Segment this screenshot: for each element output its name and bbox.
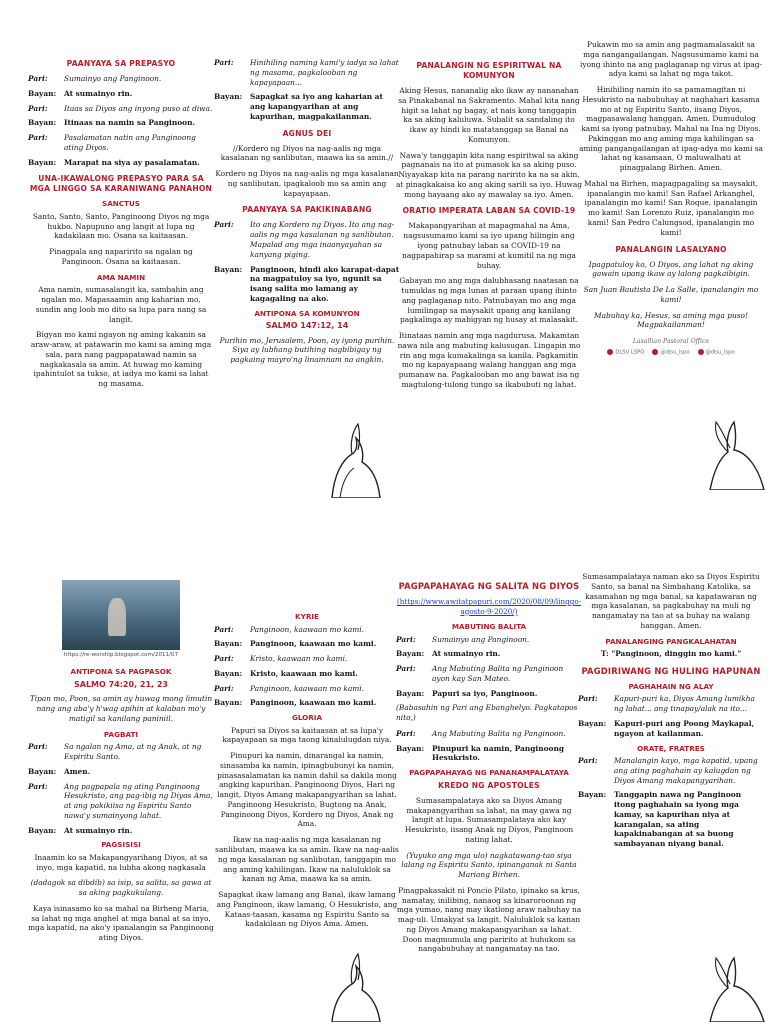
heading-pagsisisi: PAGSISISI: [101, 840, 141, 850]
dialogue-row: [214, 58, 400, 87]
speaker-label: Pari:: [214, 220, 234, 230]
heading-ama-namin: AMA NAMIN: [96, 272, 146, 282]
reading-link[interactable]: (https://www.awitatpapuri.com/2020/08/09/linggo-agosto-9-2020/): [396, 597, 582, 616]
dialogue-row: [28, 158, 214, 168]
top-column-2: [214, 58, 400, 371]
speaker-label: Pari:: [578, 756, 598, 766]
heading-sanctus: SANCTUS: [102, 199, 140, 209]
speaker-label: Bayan:: [396, 743, 425, 753]
pinupuri-text: Pinupuri ka namin, dinarangal ka namin, sinasamba ka namin, ipinagbubunyi ka namin, pinasasalamatan ka namin dahil sa dakila mong angking kapurihan. Panginoong Diyos, Hari ng langit, Diyos Amang makapangyarihan sa lahat. Panginoong Hesukristo, Bugtong na Anak, Panginoong Diyos, Kordero ng Diyos, Anak ng Ama.: [217, 751, 397, 829]
itinataas-text: Itinataas namin ang mga nagdurusa. Makamtan nawa nila ang mabuting kalusugan. Lingapin mo rin ang mga kumakalinga sa kanila. Pagkamitin mo ng kapayapaang walang hanggan ang mga pumanaw na. Pagkalooban mo ang bawat isa ng magtulong-tulong tungo sa ikabubuti ng lahat.: [397, 331, 581, 389]
babasahin-note: (Babasahin ng Pari ang Ebanghelyo. Pagkatapos nito,): [396, 703, 578, 723]
psalm-reference: SALMO 74:20, 21, 23: [74, 679, 168, 689]
heading-agnus-dei: AGNUS DEI: [282, 128, 332, 138]
speaker-label: Pari:: [28, 742, 48, 752]
speaker-label: Bayan:: [396, 688, 425, 698]
speaker-label: Pari:: [396, 728, 416, 738]
praying-hands-illustration: [322, 420, 384, 498]
speaker-label: Pari:: [214, 654, 234, 664]
sanctus-text: Santo, Santo, Santo, Panginoong Diyos ng mga hukbo. Napupuno ang langit at lupa ng kadakilaan mo. Osana sa kaitaasan.: [32, 211, 210, 241]
dialogue-text: Itaas sa Diyos ang inyong puso at diwa.: [64, 103, 213, 113]
ama-namin-text: Ama namin, sumasalangit ka, sambahin ang ngalan mo. Mapasaamin ang kaharian mo, sundin ang loob mo dito sa lupa para nang sa langit.: [35, 285, 207, 324]
dialogue-text: Panginoon, hindi ako karapat-dapat na magpatuloy sa iyo, ngunit sa isang salita mo lamang ay kagagaling na ako.: [250, 264, 400, 303]
heading-paanyaya-pakikinabang: PAANYAYA SA PAKIKINABANG: [242, 205, 372, 215]
image-caption: https://re-worship.blogspot.com/2011/07: [63, 652, 179, 658]
dialogue-text: Panginoon, kaawaan mo kami.: [250, 698, 377, 708]
dialogue-row: [214, 625, 400, 635]
dadagok-text: (dadagok sa dibdib) sa isip, sa salita, sa gawa at sa aking pagkukulang.: [30, 878, 212, 898]
heading-orate-fratres: ORATE, FRATRES: [637, 743, 705, 753]
papuri-text: Papuri sa Diyos sa kaitaasan at sa lupa'y kapayapaan sa mga taong kinalulugdan niya.: [222, 725, 392, 745]
dialogue-text: Kristo, kaawaan mo kami.: [250, 654, 348, 664]
dialogue-text: Sa ngalan ng Ama, at ng Anak, at ng Espiritu Santo.: [64, 742, 202, 761]
purihin-text: Purihin mo, Jerusalem, Poon, ay iyong purihin. Siya ay lubhang butihing nagbibigay ng pagkaing mayro'ng linamnam na angkin.: [219, 335, 395, 365]
bottom-column-2: [214, 608, 400, 935]
dialogue-text: Tanggapin nawa ng Panginoon itong paghahain sa iyong mga kamay, sa kapurihan niya at karangalan, sa ating kapakinabangan at sa buong sambayanan niyang banal.: [614, 790, 742, 849]
dialogue-row: [214, 698, 400, 708]
social-links: [578, 349, 764, 356]
speaker-label: Bayan:: [396, 649, 425, 659]
dialogue-text: Manalangin kayo, mga kapatid, upang ang ating paghahain ay kalugdan ng Diyos Amang makapangyarihan.: [614, 756, 758, 785]
dialogue-row: [28, 767, 214, 777]
dialogue-text: Amen.: [64, 766, 91, 776]
praying-hands-icon: [322, 420, 384, 498]
gabayan-text: Gabayan mo ang mga dalubhasang naatasan na tumuklas ng mga lunas at paraan upang ihinto ang paglaganap nito. Patnubayan mo ang mga lumilingap sa maysakit upang ang kanilang pagkalinga ay mabigyan ng husay at malasakit.: [399, 276, 579, 325]
dialogue-row: [578, 790, 764, 849]
heading-huling-hapunan: PAGDIRIWANG NG HULING HAPUNAN: [581, 665, 761, 676]
dialogue-row: [28, 89, 214, 99]
dialogue-row: [214, 639, 400, 649]
dialogue-row: [214, 684, 400, 694]
speaker-label: Pari:: [28, 133, 48, 143]
speaker-label: Bayan:: [28, 157, 57, 167]
agnus-text-1: //Kordero ng Diyos na nag-aalis ng mga kasalanan ng sanlibutan, maawa ka sa amin.//: [220, 143, 394, 163]
nawa-text: Nawa'y tanggapin kita nang espiritwal sa aking pagnanais na ito at pumasok ka sa aking puso. Niyayakap kita na parang naririto ka na sa akin, at pinagkakaisa ko ang aking sarili sa iyo. Huwag mong hayaang ako ay mawalay sa iyo. Amen.: [396, 150, 582, 199]
bottom-column-3: [396, 574, 582, 960]
speaker-label: Bayan:: [28, 118, 57, 128]
speaker-label: Pari:: [28, 74, 48, 84]
dialogue-row: [214, 220, 400, 259]
speaker-label: Bayan:: [28, 88, 57, 98]
speaker-label: Bayan:: [28, 825, 57, 835]
hinihiling-text: Hinihiling namin ito sa pamamagitan ni Hesukristo na nabubuhay at naghahari kasama mo at ng Espiritu Santo, iisang Diyos, magpasawalang hanggan. Amen. Dumudulog kami sa iyong patnubay, Mahal na Ina ng Diyos. Pakinggan mo ang aming mga kahilingan sa aming pangangailangan at ipag-adya mo kami sa lahat ng kasamaan, O maluwalhati at pinagpalang Birhen. Amen.: [579, 85, 763, 173]
raised-hands-icon: [706, 412, 768, 490]
dialogue-row: [28, 104, 214, 114]
dialogue-text: Ang pagpapala ng ating Panginoong Hesukristo, ang pag-ibig ng Diyos Ama, at ang pakikiisa ng Espiritu Santo nawa'y sumainyong lahat.: [64, 781, 213, 820]
dialogue-text: Marapat na siya ay pasalamatan.: [64, 157, 200, 167]
instagram-icon: [698, 349, 704, 355]
speaker-label: Pari:: [214, 683, 234, 693]
pinagpakasakit-text: Pinagpakasakit ni Poncio Pilato, ipinako sa krus, namatay, inilibing, nanaog sa kinaroroonan ng mga yumao, nang may ikatlong araw nabuhay na mag-uli. Umakyat sa langit. Naluluklok sa kanan ng Diyos Amang makapangyarihan sa lahat. Doon magmumula ang paririto at huhukom sa nangabubuhay at nangamatay na tao.: [396, 885, 582, 954]
heading-gloria: GLORIA: [291, 713, 323, 723]
tugon-text: T: "Panginoon, dinggin mo kami.": [600, 649, 742, 659]
dialogue-text: Ito ang Kordero ng Diyos. Ito ang nag-aalis ng mga kasalanan ng sanlibutan. Mapalad ang mga inaanyayahan sa kanyang piging.: [250, 220, 395, 259]
heading-mabuting-balita: MABUTING BALITA: [451, 622, 527, 632]
speaker-label: Pari:: [578, 694, 598, 704]
dialogue-row: [28, 118, 214, 128]
dialogue-text: At sumainyo rin.: [64, 825, 133, 835]
speaker-label: Pari:: [28, 781, 48, 791]
sapagkat-text: Sapagkat ikaw lamang ang Banal, ikaw lamang ang Panginoon, ikaw lamang, O Hesukristo, ang Kataas-taasan, kasama ng Espiritu Santo sa kadakilaan ng Diyos Ama. Amen.: [216, 890, 398, 929]
dialogue-text: Ang Mabuting Balita ng Panginoon ayon kay San Mateo.: [432, 664, 564, 683]
heading-una-ikawalong-prepasyo: UNA-IKAWALONG PREPASYO PARA SA MGA LINGGO SA KARANIWANG PANAHON: [29, 174, 213, 194]
top-column-3: [396, 54, 582, 396]
raised-hands-illustration: [706, 944, 768, 1022]
heading-panalanging-pangkalahatan: PANALANGING PANGKALAHATAN: [605, 636, 737, 646]
dialogue-text: Pasalamatan natin ang Panginoong ating Diyos.: [64, 133, 196, 152]
bottom-column-4: [578, 572, 764, 854]
dialogue-row: [578, 719, 764, 739]
speaker-label: Bayan:: [214, 698, 243, 708]
gospel-image: [62, 580, 180, 650]
san-juan-text: San Juan Bautista De La Salle, ipanalangin mo kami!: [583, 285, 759, 304]
dialogue-text: Hinihiling naming kami'y iadya sa lahat ng masama, pagkalooban ng kapayapaan...: [250, 58, 399, 87]
heading-pagpapahayag-pananampalataya: PAGPAPAHAYAG NG PANANAMPALATAYA: [409, 768, 569, 778]
agnus-text-2: Kordero ng Diyos na nag-aalis ng mga kasalanan ng sanlibutan, ipagkaloob mo sa amin ang kapayapaan.: [215, 169, 399, 198]
bigyan-text: Bigyan mo kami ngayon ng aming kakanin sa araw-araw, at patawarin mo kami sa aming mga sala, para nang pagpapatawad namin sa nagkakasala sa amin. At huwag mo kaming ipahintulot sa tukso, at iadya mo kami sa lahat ng masama.: [30, 330, 212, 389]
dialogue-text: Ang Mabuting Balita ng Panginoon.: [432, 728, 566, 738]
speaker-label: Pari:: [396, 634, 416, 644]
dialogue-row: [578, 694, 764, 714]
praying-hands-icon: [322, 944, 384, 1022]
dialogue-row: [214, 92, 400, 121]
speaker-label: Pari:: [396, 664, 416, 674]
heading-kyrie: KYRIE: [295, 612, 319, 621]
dialogue-row: [28, 826, 214, 836]
dialogue-text: At sumainyo rin.: [64, 88, 133, 98]
dialogue-text: Kristo, kaawaan mo kami.: [250, 668, 358, 678]
social-instagram: @dlsu_lspo: [698, 349, 735, 356]
dialogue-row: [28, 742, 214, 762]
inaamin-text: Inaamin ko sa Makapangyarihang Diyos, at sa inyo, mga kapatid, na lubha akong nagkasala: [34, 852, 208, 872]
dialogue-text: Sapagkat sa iyo ang kaharian at ang kapangyarihan at ang kapurihan, magpakailanman.: [250, 92, 383, 121]
dialogue-row: [396, 744, 582, 764]
top-column-1: [28, 52, 214, 395]
mahal-na-birhen-text: Mahal na Birhen, mapagpagaling sa maysakit, ipanalangin mo kami! San Rafael Arkanghel, ipanalangin mo kami! San Roque, ipanalangin mo kami! San Lorenzo Ruiz, ipanalangin mo kami! San Pedro Calungsod, ipanalangin mo kami!: [584, 178, 758, 237]
dialogue-text: Pinupuri ka namin, Panginoong Hesukristo.: [432, 743, 564, 763]
dialogue-text: Panginoon, kaawaan mo kami.: [250, 624, 364, 634]
kaya-text: Kaya isinasamo ko sa mahal na Birheng Maria, sa lahat ng mga anghel at mga banal at sa inyo, mga kapatid, na ako'y ipanalangin sa Panginoong ating Diyos.: [28, 903, 214, 943]
mabuhay-text: Mabuhay ka, Hesus, sa aming mga puso! Magpakailanman!: [594, 310, 748, 330]
speaker-label: Bayan:: [578, 718, 607, 728]
bottom-column-1: [28, 574, 214, 949]
pinagpala-text: Pinagpala ang naparirito sa ngalan ng Panginoon. Osana sa kaitaasan.: [49, 247, 193, 266]
yuyuko-text: (Yuyuko ang mga ulo) nagkatawang-tao siya lalang ng Espiritu Santo, ipinanganak ni Santa Mariang Birhen.: [401, 850, 577, 880]
dialogue-text: Papuri sa iyo, Panginoon.: [432, 688, 538, 698]
twitter-icon: [652, 349, 658, 355]
heading-pagbati: PAGBATI: [103, 729, 139, 739]
speaker-label: Bayan:: [28, 766, 57, 776]
pukawin-text: Pukawin mo sa amin ang pagmamalasakit sa mga nangangailangan. Nagsusumamo kami na iyong ihinto na ang paglaganap ng virus at ipag-adya kami sa lahat ng mga takot.: [580, 40, 762, 79]
speaker-label: Bayan:: [214, 264, 243, 274]
dialogue-text: Sumainyo ang Panginoon.: [64, 74, 162, 84]
social-twitter: @dlsu_lspo: [652, 349, 689, 356]
dialogue-text: Kapuri-puri ang Poong Maykapal, ngayon at kailanman.: [614, 718, 755, 738]
facebook-icon: [607, 349, 613, 355]
dialogue-row: [396, 664, 582, 684]
aking-hesus-text: Aking Hesus, nananalig ako ikaw ay nananahan sa Pinakabanal na Sakramento. Mahal kita nang higit sa lahat ng bagay, at nais kong tanggapin ka sa aking kaluluwa. Subalit sa sandaling ito ikaw ay hindi ko matatanggap sa Banal na Komunyon.: [398, 86, 580, 144]
sumasampalataya-naman-text: Sumasampalataya naman ako sa Diyos Espiritu Santo, sa banal na Simbahang Katolika, sa kasamahan ng mga banal, sa kapatawaran ng mga kasalanan, sa pagkabuhay na muli ng nangamatay na tao at sa buhay na walang hanggan. Amen.: [582, 572, 760, 630]
dialogue-row: [396, 649, 582, 659]
dialogue-row: [28, 133, 214, 153]
heading-paanyaya-prepasyo: PAANYAYA SA PREPASYO: [66, 59, 176, 68]
speaker-label: Bayan:: [578, 790, 607, 800]
speaker-label: Bayan:: [214, 668, 243, 678]
office-credit: Lasallian Pastoral Office: [632, 338, 710, 346]
speaker-label: Pari:: [214, 624, 234, 634]
raised-hands-icon: [706, 944, 768, 1022]
makapangyarihan-text: Makapangyarihan at mapagmahal na Ama, nagsusumamo kami sa iyo upang hilingin ang iyong patnubay laban sa COVID-19 na nagpapahirap sa marami at kumitil na ng mga buhay.: [402, 221, 576, 270]
heading-panalangin-lasalyano: PANALANGIN LASALYANO: [615, 244, 727, 254]
dialogue-text: Kapuri-puri ka, Diyos Amang lumikha ng lahat... ang tinapay/alak na ito...: [614, 694, 755, 714]
dialogue-row: [214, 265, 400, 304]
speaker-label: Pari:: [214, 58, 234, 67]
raised-hands-illustration: [706, 412, 768, 490]
tipan-text: Tipan mo, Poon, sa amin ay huwag mong limutin nang ang aba'y h'wag apihin at kalaban mo'y matigil sa kanilang paniniil.: [29, 694, 213, 723]
speaker-label: Bayan:: [214, 92, 243, 102]
speaker-label: Pari:: [28, 103, 48, 113]
bottom-sheet: [0, 512, 768, 1024]
dialogue-row: [396, 689, 582, 699]
heading-oratio-imperata: ORATIO IMPERATA LABAN SA COVID-19: [402, 206, 576, 216]
ipagpatuloy-text: Ipagpatuloy ko, O Diyos, ang lahat ng aking gawain upang ikaw ay lalong pagkaibigin.: [588, 259, 754, 279]
dialogue-row: [396, 729, 582, 739]
heading-antipona-pagpasok: ANTIPONA SA PAGPASOK: [70, 667, 172, 677]
top-column-4: [578, 40, 764, 357]
social-facebook: DLSU LSPO: [607, 349, 644, 356]
dialogue-row: [396, 635, 582, 645]
dialogue-row: [214, 654, 400, 664]
heading-antipona-komunyon: ANTIPONA SA KOMUNYON: [254, 308, 360, 318]
heading-kredo: KREDO NG APOSTOLES: [438, 780, 540, 790]
dialogue-row: [214, 669, 400, 679]
speaker-label: Bayan:: [214, 639, 243, 649]
psalm-reference: SALMO 147:12, 14: [265, 321, 349, 331]
dialogue-text: Panginoon, kaawaan mo kami.: [250, 683, 364, 693]
praying-hands-illustration: [322, 944, 384, 1022]
heading-espiritwal-na-komunyon: PANALANGIN NG ESPIRITWAL NA KOMUNYON: [416, 61, 562, 81]
dialogue-row: [28, 782, 214, 821]
dialogue-text: At sumainyo rin.: [432, 649, 501, 659]
dialogue-row: [578, 756, 764, 785]
dialogue-text: Itinaas na namin sa Panginoon.: [64, 118, 196, 128]
heading-paghahain-ng-alay: PAGHAHAIN NG ALAY: [628, 681, 714, 691]
dialogue-row: [28, 74, 214, 84]
heading-pagpapahayag-salita: PAGPAPAHAYAG NG SALITA NG DIYOS: [398, 581, 580, 591]
ikaw-text: Ikaw na nag-aalis ng mga kasalanan ng sanlibutan, maawa ka sa amin. Ikaw na nag-aalis ng mga kasalanan ng sanlibutan, tanggapin mo ang aming kahilingan. Ikaw na naluluklok sa kanan ng Ama, maawa ka sa amin.: [215, 835, 399, 884]
dialogue-text: Sumainyo ang Panginoon.: [432, 634, 530, 644]
sumasampalataya-text: Sumasampalataya ako sa Diyos Amang makapangyarihan sa lahat, na may gawa ng langit at lupa. Sumasampalataya ako kay Hesukristo, iisang Anak ng Diyos, Panginoon nating lahat.: [404, 795, 574, 844]
dialogue-text: Panginoon, kaawaan mo kami.: [250, 639, 377, 649]
